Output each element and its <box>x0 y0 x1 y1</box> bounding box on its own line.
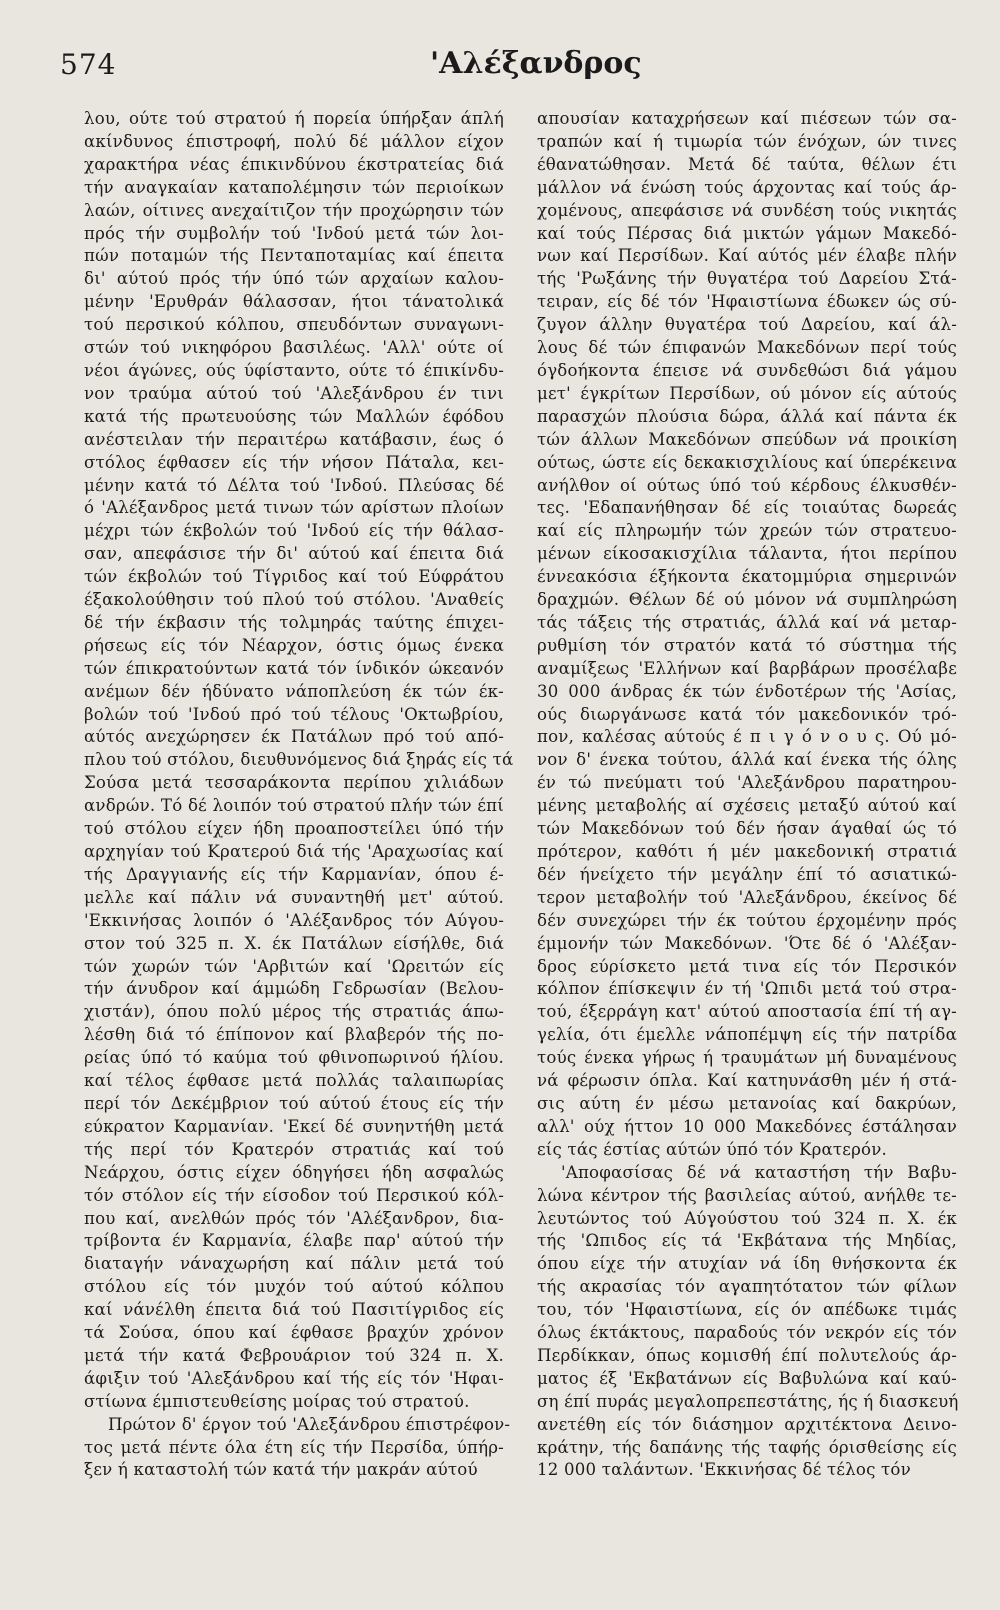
text-line: αρχηγίαν τού Κρατερού διά τής 'Αραχωσίας καί <box>84 842 504 861</box>
left-text-column <box>84 108 514 1482</box>
text-line: ούτως, ώστε είς δεκακισχιλίους καί ύπερέκεινα <box>537 452 957 472</box>
text-line: ανετέθη είς τόν διάσημον αρχιτέκτονα Δεινο- <box>537 1414 957 1434</box>
text-line: πον, καλέσας αύτούς έ π ι γ ό ν ο υ ς. Ού μό- <box>537 727 957 747</box>
text-line: λαών, οίτινες ανεχαίτιζον τήν προχώρησιν τών <box>84 200 504 220</box>
text-line: 30 000 άνδρας έκ τών ένδοτέρων τής 'Ασίας, <box>537 681 957 701</box>
text-line: στίωνα έμπιστευθείσης μοίρας τού στρατού. <box>84 1391 470 1411</box>
text-line: λου, ούτε τού στρατού ή πορεία ύπήρξαν άπλή <box>84 109 504 128</box>
text-line: έννεακόσια έξήκοντα έκατομμύρια σημερινών <box>537 567 957 587</box>
text-line: καί τέλος έφθασε μετά πολλάς ταλαιπωρίας <box>84 1071 504 1091</box>
text-line: στόλος έφθασεν είς τήν νήσον Πάταλα, κει- <box>84 452 504 472</box>
text-line: χομένους, απεφάσισε νά συνδέση τούς νικητάς <box>537 200 957 220</box>
text-line: τερον μεταβολήν τού 'Αλεξάνδρου, έκείνος δέ <box>537 887 957 907</box>
text-line: δέν ήνείχετο τήν μεγάλην έπί τό ασιατικώ- <box>537 864 957 884</box>
text-line: ούς διωργάνωσε κατά τόν μακεδονικόν τρό- <box>537 704 957 724</box>
text-line: τού, έξερράγη κατ' αύτού αποστασία έπί τή αγ- <box>537 1002 957 1022</box>
text-line: τών άλλων Μακεδόνων σπεύδων νά προικίση <box>537 429 957 449</box>
text-line: νον τραύμα αύτού τού 'Αλεξάνδρου έν τινι <box>84 383 504 403</box>
right-text-column <box>537 108 957 1482</box>
text-line: Πρώτον δ' έργον τού 'Αλεξάνδρου έπιστρέφον- <box>108 1414 511 1434</box>
text-line: τος μετά πέντε όλα έτη είς τήν Περσίδα, ύπήρ- <box>84 1437 504 1457</box>
text-line: παρασχών πλούσια δώρα, άλλά καί πάντα έκ <box>537 406 957 426</box>
text-line: αναμίξεως 'Ελλήνων καί βαρβάρων προσέλαβε <box>537 658 957 678</box>
text-line: περί τόν Δεκέμβριον τού αύτού έτους είς τήν <box>84 1093 504 1113</box>
text-line: ανέμων δέν ήδύνατο νάποπλεύση έκ τών έκ- <box>84 681 504 701</box>
text-line: τής Δραγγιανής είς τήν Καρμανίαν, όπου έ- <box>84 864 504 884</box>
text-line: που καί, ανελθών πρός τόν 'Αλέξανδρον, δια- <box>84 1208 504 1228</box>
text-line: τάς τάξεις τής στρατιάς, άλλά καί νά μεταρ- <box>537 612 957 632</box>
text-line: έν τώ πνεύματι τού 'Αλεξάνδρου παρατηρου- <box>537 773 957 793</box>
text-line: όπου είχε τήν ατυχίαν νά ίδη θνήσκοντα έκ <box>537 1254 957 1274</box>
text-line: τούς ένεκα γήρως ή τραυμάτων μή δυναμένους <box>537 1048 957 1068</box>
text-line: Περδίκκαν, όπως κομισθή έπί πολυτελούς άρ- <box>537 1345 957 1365</box>
text-line: καί νάνέλθη έπειτα διά τού Πασιτίγριδος είς <box>84 1300 504 1320</box>
text-line: ζυγον άλλην θυγατέρα τού Δαρείου, καί άλ- <box>537 315 957 335</box>
text-line: 'Αποφασίσας δέ νά καταστήση τήν Βαβυ- <box>561 1162 957 1182</box>
text-line: ση έπί πυράς μεγαλοπρεπεστάτης, ής ή διασκευή <box>537 1391 959 1411</box>
text-line: μένην κατά τό Δέλτα τού 'Ινδού. Πλεύσας δέ <box>84 475 504 495</box>
text-line: στών τού νικηφόρου βασιλέως. 'Αλλ' ούτε οί <box>84 338 504 358</box>
text-line: ματος έξ 'Εκβατάνων είς Βαβυλώνα καί καύ- <box>537 1368 957 1388</box>
text-line: του, τόν 'Ηφαιστίωνα, είς όν απέδωκε τιμάς <box>537 1300 957 1320</box>
text-line: τραπών καί ή τιμωρία τών ένόχων, ών τινες <box>537 131 957 151</box>
text-line: κράτην, τής δαπάνης τής ταφής όρισθείσης είς <box>537 1437 957 1457</box>
text-line: απουσίαν καταχρήσεων καί πιέσεων τών σα- <box>537 109 957 128</box>
page-number: 574 <box>60 48 117 81</box>
text-line: νά φέρωσιν όπλα. Καί κατηυνάσθη μέν ή στά- <box>537 1071 957 1091</box>
text-line: πρός τήν συμβολήν τού 'Ινδού μετά τών λοι- <box>84 223 504 243</box>
text-line: στον τού 325 π. Χ. έκ Πατάλων είσήλθε, διά <box>84 933 504 953</box>
text-line: γελία, ότι έμελλε νάποπέμψη είς τήν πατρίδα <box>537 1025 957 1045</box>
text-line: όλως έκτάκτους, παραδούς τόν νεκρόν είς τόν <box>537 1323 957 1343</box>
text-line: τά Σούσα, όπου καί έφθασε βραχύν χρόνον <box>84 1323 504 1343</box>
text-line: τήν άνυδρον καί άμμώδη Γεδρωσίαν (Βελου- <box>84 979 504 999</box>
text-line: ανέστειλαν τήν περαιτέρω κατάβασιν, έως ό <box>84 429 504 449</box>
text-line: τών έπικρατούντων κατά τόν ίνδικόν ώκεανόν <box>84 658 504 678</box>
text-line: έθανατώθησαν. Μετά δέ ταύτα, θέλων έτι <box>537 154 957 174</box>
text-line: πρότερον, καθότι ή μέν μακεδονική στρατιά <box>537 842 957 861</box>
text-line: ρήσεως είς τόν Νέαρχον, όστις όμως ένεκα <box>84 635 504 655</box>
text-line: ρείας ύπό τό καύμα τού φθινοπωρινού ήλίου. <box>84 1048 504 1068</box>
text-line: 'Εκκινήσας λοιπόν ό 'Αλέξανδρος τόν Αύγου- <box>84 910 504 930</box>
text-line: δι' αύτού πρός τήν ύπό τών αρχαίων καλου- <box>84 269 504 289</box>
text-line: Σούσα μετά τεσσαράκοντα περίπου χιλιάδων <box>84 773 504 793</box>
text-line: τες. 'Εδαπανήθησαν δέ είς τοιαύτας δωρεάς <box>537 498 957 518</box>
text-line: λέσθη διά τό έπίπονον καί βλαβερόν τής πο- <box>84 1025 504 1045</box>
text-line: ανδρών. Τό δέ λοιπόν τού στρατού πλήν τών έπί <box>84 796 504 816</box>
text-line: κατά τής πρωτευούσης τών Μαλλών έφόδου <box>84 406 504 426</box>
text-line: τών έκβολών τού Τίγριδος καί τού Εύφράτου <box>84 567 504 587</box>
page-header <box>60 48 970 88</box>
text-line: σαν, απεφάσισε τήν δι' αύτού καί έπειτα διά <box>84 544 504 564</box>
text-line: βολών τού 'Ινδού πρό τού τέλους 'Οκτωβρίου, <box>84 704 504 724</box>
text-line: έξακολούθησιν τού πλού τού στόλου. 'Αναθείς <box>84 590 504 610</box>
text-line: τής περί τόν Κρατερόν στρατιάς καί τού <box>84 1139 504 1159</box>
text-line: δρος εύρίσκετο μετά τινα είς τόν Περσικόν <box>537 956 957 976</box>
text-line: χιστάν), όπου πολύ μέρος τής στρατιάς άπω- <box>84 1002 504 1022</box>
text-line: τόν στόλον είς τήν είσοδον τού Περσικού κόλ- <box>84 1185 504 1205</box>
text-line: είς τάς έστίας αύτών ύπό τόν Κρατερόν. <box>537 1139 888 1159</box>
text-line: τής 'Ρωξάνης τήν θυγατέρα τού Δαρείου Στά- <box>537 269 957 289</box>
text-line: καί τούς Πέρσας διά μικτών γάμων Μακεδό- <box>537 223 957 243</box>
text-line: στόλου είς τόν μυχόν τού αύτού κόλπου <box>84 1277 504 1297</box>
text-line: πών ποταμών τής Πενταποταμίας καί έπειτα <box>84 246 504 266</box>
text-line: ξεν ή καταστολή τών κατά τήν μακράν αύτού <box>84 1460 478 1480</box>
text-line: τού περσικού κόλπου, σπευδόντων συναγωνι- <box>84 315 504 335</box>
text-line: τειραν, είς δέ τόν 'Ηφαιστίωνα έδωκεν ώς σύ- <box>537 292 957 312</box>
text-line: δέν συνεχώρει τήν έκ τούτου έρχομένην πρός <box>537 910 957 930</box>
text-line: τήν αναγκαίαν καταπολέμησιν τών περιοίκων <box>84 177 504 197</box>
text-line: κόλπον έπίσκεψιν έν τή 'Ωπιδι μετά τού στρα- <box>537 979 957 999</box>
text-line: λευτώντος τού Αύγούστου τού 324 π. Χ. έκ <box>537 1208 957 1228</box>
text-line: τρίβοντα έν Καρμανία, έλαβε παρ' αύτού τήν <box>84 1231 504 1251</box>
text-line: τής ακρασίας τόν αγαπητότατον τών φίλων <box>537 1277 957 1297</box>
text-line: νον δ' ένεκα τούτου, άλλά καί ένεκα τής όλης <box>537 750 957 770</box>
text-line: χαρακτήρα νέας έπικινδύνου έκστρατείας διά <box>84 154 504 174</box>
text-line: ανήλθον οί ούτως ύπό τού κέρδους έλκυσθέν- <box>537 475 957 495</box>
text-line: νων καί Περσίδων. Καί αύτός μέν έλαβε πλήν <box>537 246 957 266</box>
text-line: πλου τού στόλου, διευθυνόμενος διά ξηράς είς τά <box>84 750 514 770</box>
text-line: λώνα κέντρον τής βασιλείας αύτού, ανήλθε τε- <box>537 1185 957 1205</box>
text-line: μένην 'Ερυθράν θάλασσαν, ήτοι τάνατολικά <box>84 292 504 312</box>
text-line: καί είς πληρωμήν τών χρεών τών στρατευο- <box>537 521 957 541</box>
text-line: Νεάρχου, όστις είχεν όδηγήσει ήδη ασφαλώς <box>84 1162 504 1182</box>
text-line: τών Μακεδόνων τού δέν ήσαν άγαθαί ώς τό <box>537 819 957 839</box>
text-line: λους δέ τών έπιφανών Μακεδόνων περί τούς <box>537 338 957 358</box>
text-line: αύτός ανεχώρησεν έκ Πατάλων πρό τού από- <box>84 727 504 747</box>
text-line: νέοι άγώνες, ούς ύφίσταντο, ούτε τό έπικίνδυ- <box>84 360 504 380</box>
text-line: μετά τήν κατά Φεβρουάριον τού 324 π. Χ. <box>84 1345 504 1365</box>
text-line: ρυθμίση τόν στρατόν κατά τό σύστημα τής <box>537 635 957 655</box>
text-line: μέχρι τών έκβολών τού 'Ινδού είς τήν θάλασ- <box>84 521 504 541</box>
text-line: δραχμών. Θέλων δέ ού μόνον νά συμπληρώση <box>537 590 957 610</box>
text-line: μάλλον νά ένώση τούς άρχοντας καί τούς άρ- <box>537 177 957 197</box>
text-line: τής 'Ωπιδος είς τά 'Εκβάτανα τής Μηδίας, <box>537 1231 957 1251</box>
text-line: μετ' έγκρίτων Περσίδων, ού μόνον είς αύτούς <box>537 383 957 403</box>
text-line: όγδοήκοντα έπεισε νά συνδεθώσι διά γάμου <box>537 360 957 380</box>
text-line: μελλε καί πάλιν νά συναντηθή μετ' αύτού. <box>84 887 504 907</box>
text-line: μένης μεταβολής αί σχέσεις μεταξύ αύτού καί <box>537 796 957 816</box>
text-line: αλλ' ούχ ήττον 10 000 Μακεδόνες έστάλησαν <box>537 1116 957 1136</box>
text-line: 12 000 ταλάντων. 'Εκκινήσας δέ τέλος τόν <box>537 1460 911 1480</box>
text-line: σις αύτη έν μέσω μετανοίας καί δακρύων, <box>537 1093 957 1113</box>
text-line: τών χωρών τών 'Αρβιτών καί 'Ωρειτών είς <box>84 956 504 976</box>
text-line: άφιξιν τού 'Αλεξάνδρου καί τής είς τόν 'Ηφαι- <box>84 1368 504 1388</box>
text-line: διαταγήν νάναχωρήση καί πάλιν μετά τού <box>84 1254 504 1274</box>
text-line: εύκρατον Καρμανίαν. 'Εκεί δέ συνηντήθη μετά <box>84 1116 504 1136</box>
text-line: ακίνδυνος έπιστροφή, πολύ δέ μάλλον είχον <box>84 131 504 151</box>
text-line: τού στόλου είχεν ήδη προαποστείλει ύπό τήν <box>84 819 504 839</box>
running-title: 'Αλέξανδρος <box>430 46 642 81</box>
text-line: μένων είκοσακισχίλια τάλαντα, ήτοι περίπου <box>537 544 957 564</box>
text-line: έμμονήν τών Μακεδόνων. 'Ότε δέ ό 'Αλέξαν- <box>537 933 957 953</box>
text-line: ό 'Αλέξανδρος μετά τινων τών αρίστων πλοίων <box>84 498 504 518</box>
text-line: δέ τήν έκβασιν τής τολμηράς ταύτης έπιχει- <box>84 612 504 632</box>
